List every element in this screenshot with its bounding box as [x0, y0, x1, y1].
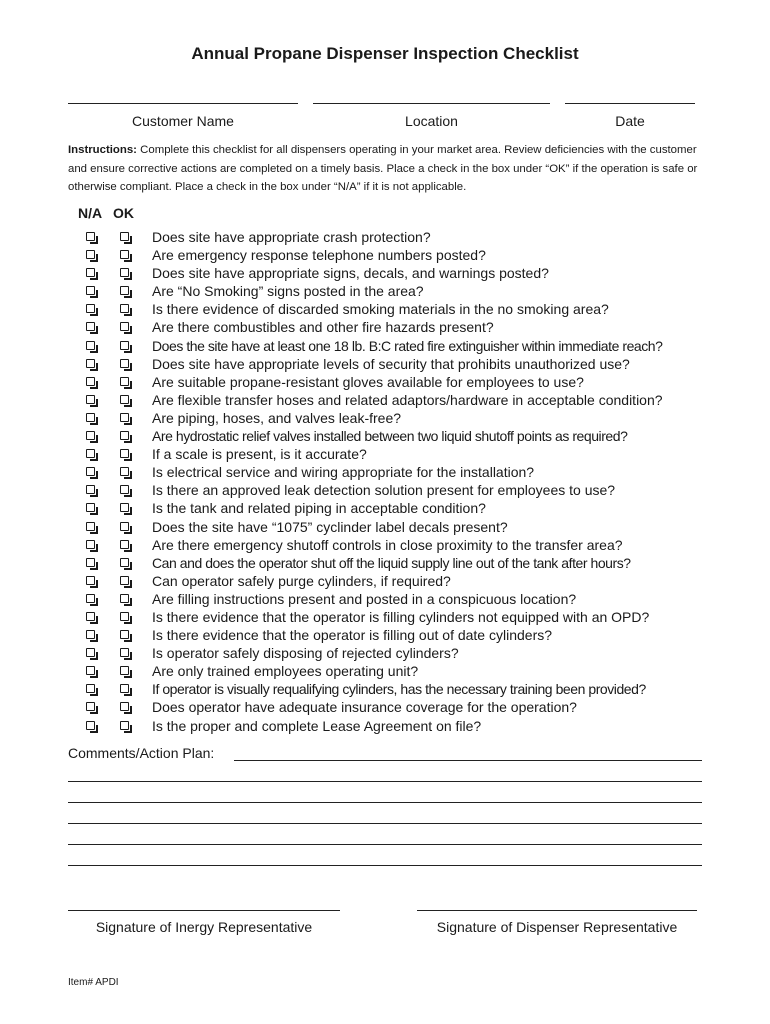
checklist-row	[68, 590, 748, 608]
comments-line[interactable]	[68, 865, 702, 866]
na-checkbox[interactable]	[86, 304, 95, 313]
date-label: Date	[615, 113, 645, 129]
question-text: Does the site have “1075” cyclinder label decals present?	[152, 518, 508, 535]
ok-checkbox[interactable]	[120, 666, 129, 675]
ok-checkbox[interactable]	[120, 612, 129, 621]
question-text: Are hydrostatic relief valves installed between two liquid shutoff points as required?	[152, 428, 628, 445]
checklist-row	[68, 246, 748, 264]
ok-checkbox[interactable]	[120, 232, 129, 241]
comments-line[interactable]	[68, 802, 702, 803]
checklist-row	[68, 337, 748, 355]
na-checkbox[interactable]	[86, 359, 95, 368]
checklist-row	[68, 698, 748, 716]
na-checkbox[interactable]	[86, 503, 95, 512]
na-checkbox[interactable]	[86, 341, 95, 350]
ok-checkbox[interactable]	[120, 648, 129, 657]
checklist-row	[68, 445, 748, 463]
na-checkbox[interactable]	[86, 467, 95, 476]
checklist-row	[68, 662, 748, 680]
question-text: Are “No Smoking” signs posted in the area?	[152, 283, 424, 300]
ok-checkbox[interactable]	[120, 268, 129, 277]
na-checkbox[interactable]	[86, 558, 95, 567]
date-line[interactable]	[565, 103, 695, 104]
question-text: Are there emergency shutoff controls in close proximity to the transfer area?	[152, 536, 623, 553]
ok-checkbox[interactable]	[120, 395, 129, 404]
checklist-row	[68, 644, 748, 662]
na-checkbox[interactable]	[86, 666, 95, 675]
checklist-row	[68, 717, 748, 735]
ok-column-header: OK	[113, 205, 134, 221]
comments-line[interactable]	[68, 823, 702, 824]
question-text: Does the site have at least one 18 lb. B:C rated fire extinguisher within immediate reach?	[152, 337, 663, 354]
location-label: Location	[405, 113, 458, 129]
na-checkbox[interactable]	[86, 395, 95, 404]
na-checkbox[interactable]	[86, 702, 95, 711]
checklist-row	[68, 499, 748, 517]
na-checkbox[interactable]	[86, 648, 95, 657]
na-checkbox[interactable]	[86, 232, 95, 241]
na-checkbox[interactable]	[86, 630, 95, 639]
comments-line[interactable]	[234, 760, 702, 761]
checklist-row	[68, 355, 748, 373]
question-text: Are only trained employees operating unit?	[152, 663, 419, 680]
question-text: Is electrical service and wiring appropriate for the installation?	[152, 464, 535, 481]
question-text: Is operator safely disposing of rejected cylinders?	[152, 645, 459, 662]
checklist-row	[68, 572, 748, 590]
na-checkbox[interactable]	[86, 322, 95, 331]
question-text: Does site have appropriate levels of security that prohibits unauthorized use?	[152, 355, 630, 372]
ok-checkbox[interactable]	[120, 721, 129, 730]
customer-name-label: Customer Name	[132, 113, 234, 129]
instructions-label: Instructions:	[68, 144, 137, 156]
ok-checkbox[interactable]	[120, 558, 129, 567]
ok-checkbox[interactable]	[120, 630, 129, 639]
ok-checkbox[interactable]	[120, 576, 129, 585]
ok-checkbox[interactable]	[120, 594, 129, 603]
question-text: Can operator safely purge cylinders, if required?	[152, 572, 451, 589]
checklist-row	[68, 228, 748, 246]
na-checkbox[interactable]	[86, 576, 95, 585]
ok-checkbox[interactable]	[120, 540, 129, 549]
na-checkbox[interactable]	[86, 485, 95, 494]
na-checkbox[interactable]	[86, 684, 95, 693]
comments-line[interactable]	[68, 781, 702, 782]
ok-checkbox[interactable]	[120, 250, 129, 259]
question-text: Are emergency response telephone numbers posted?	[152, 247, 486, 264]
question-text: Is there evidence that the operator is filling cylinders not equipped with an OPD?	[152, 608, 650, 625]
question-text: If operator is visually requalifying cylinders, has the necessary training been provided?	[152, 681, 646, 698]
question-text: Does operator have adequate insurance coverage for the operation?	[152, 699, 577, 716]
question-text: Are suitable propane-resistant gloves available for employees to use?	[152, 373, 584, 390]
ok-checkbox[interactable]	[120, 467, 129, 476]
checklist-row	[68, 282, 748, 300]
instructions	[68, 141, 708, 197]
instructions-text: Complete this checklist for all dispensers operating in your market area. Review deficiencies with the customer and ensure corrective actions are completed on a timely basis. Place a check in the box under “OK” if the operation is safe or otherwise compliant. Place a check in the box under “N/A” if it is not applicable.	[68, 144, 698, 193]
na-checkbox[interactable]	[86, 540, 95, 549]
ok-checkbox[interactable]	[120, 413, 129, 422]
na-checkbox[interactable]	[86, 268, 95, 277]
ok-checkbox[interactable]	[120, 522, 129, 531]
checklist-row	[68, 554, 748, 572]
checklist-row	[68, 427, 748, 445]
na-column-header: N/A	[78, 205, 103, 221]
na-checkbox[interactable]	[86, 522, 95, 531]
na-checkbox[interactable]	[86, 449, 95, 458]
dispenser-signature-line[interactable]	[417, 910, 697, 911]
checklist-row	[68, 518, 748, 536]
inergy-signature-label: Signature of Inergy Representative	[95, 919, 313, 935]
customer-name-line[interactable]	[68, 103, 298, 104]
ok-checkbox[interactable]	[120, 341, 129, 350]
question-text: Does site have appropriate crash protection?	[152, 229, 431, 245]
item-number: Item# APDI	[68, 977, 119, 988]
na-checkbox[interactable]	[86, 377, 95, 386]
question-text: Is there an approved leak detection solution present for employees to use?	[152, 482, 616, 499]
na-checkbox[interactable]	[86, 721, 95, 730]
checklist-row	[68, 608, 748, 626]
comments-line[interactable]	[68, 844, 702, 845]
question-text: Are filling instructions present and posted in a conspicuous location?	[152, 590, 577, 607]
question-text: Is the proper and complete Lease Agreement on file?	[152, 717, 482, 734]
ok-checkbox[interactable]	[120, 684, 129, 693]
ok-checkbox[interactable]	[120, 485, 129, 494]
dispenser-signature-label: Signature of Dispenser Representative	[436, 919, 678, 935]
na-checkbox[interactable]	[86, 431, 95, 440]
page-title: Annual Propane Dispenser Inspection Checklist	[191, 44, 579, 63]
question-text: Are flexible transfer hoses and related adaptors/hardware in acceptable condition?	[152, 391, 663, 408]
na-checkbox[interactable]	[86, 250, 95, 259]
ok-checkbox[interactable]	[120, 359, 129, 368]
checklist-row	[68, 680, 748, 698]
ok-checkbox[interactable]	[120, 431, 129, 440]
question-text: Are there combustibles and other fire hazards present?	[152, 319, 494, 336]
ok-checkbox[interactable]	[120, 449, 129, 458]
question-text: Is the tank and related piping in acceptable condition?	[152, 500, 486, 517]
checklist-row	[68, 300, 748, 318]
na-checkbox[interactable]	[86, 286, 95, 295]
ok-checkbox[interactable]	[120, 702, 129, 711]
question-text: If a scale is present, is it accurate?	[152, 446, 367, 463]
na-checkbox[interactable]	[86, 612, 95, 621]
question-text: Can and does the operator shut off the liquid supply line out of the tank after hours?	[152, 554, 631, 571]
checklist	[68, 228, 748, 735]
question-text: Does site have appropriate signs, decals, and warnings posted?	[152, 265, 549, 282]
question-text: Is there evidence of discarded smoking materials in the no smoking area?	[152, 301, 609, 318]
inergy-signature-line[interactable]	[68, 910, 340, 911]
checklist-row	[68, 481, 748, 499]
ok-checkbox[interactable]	[120, 304, 129, 313]
question-text: Is there evidence that the operator is filling out of date cylinders?	[152, 627, 553, 644]
na-checkbox[interactable]	[86, 594, 95, 603]
checklist-row	[68, 318, 748, 336]
checklist-row	[68, 409, 748, 427]
ok-checkbox[interactable]	[120, 286, 129, 295]
ok-checkbox[interactable]	[120, 377, 129, 386]
location-line[interactable]	[313, 103, 550, 104]
ok-checkbox[interactable]	[120, 503, 129, 512]
checklist-row	[68, 264, 748, 282]
checklist-row	[68, 391, 748, 409]
checklist-row	[68, 373, 748, 391]
ok-checkbox[interactable]	[120, 322, 129, 331]
checklist-row	[68, 463, 748, 481]
comments-label: Comments/Action Plan:	[68, 745, 215, 761]
na-checkbox[interactable]	[86, 413, 95, 422]
checklist-row	[68, 536, 748, 554]
checklist-row	[68, 626, 748, 644]
question-text: Are piping, hoses, and valves leak-free?	[152, 409, 402, 426]
